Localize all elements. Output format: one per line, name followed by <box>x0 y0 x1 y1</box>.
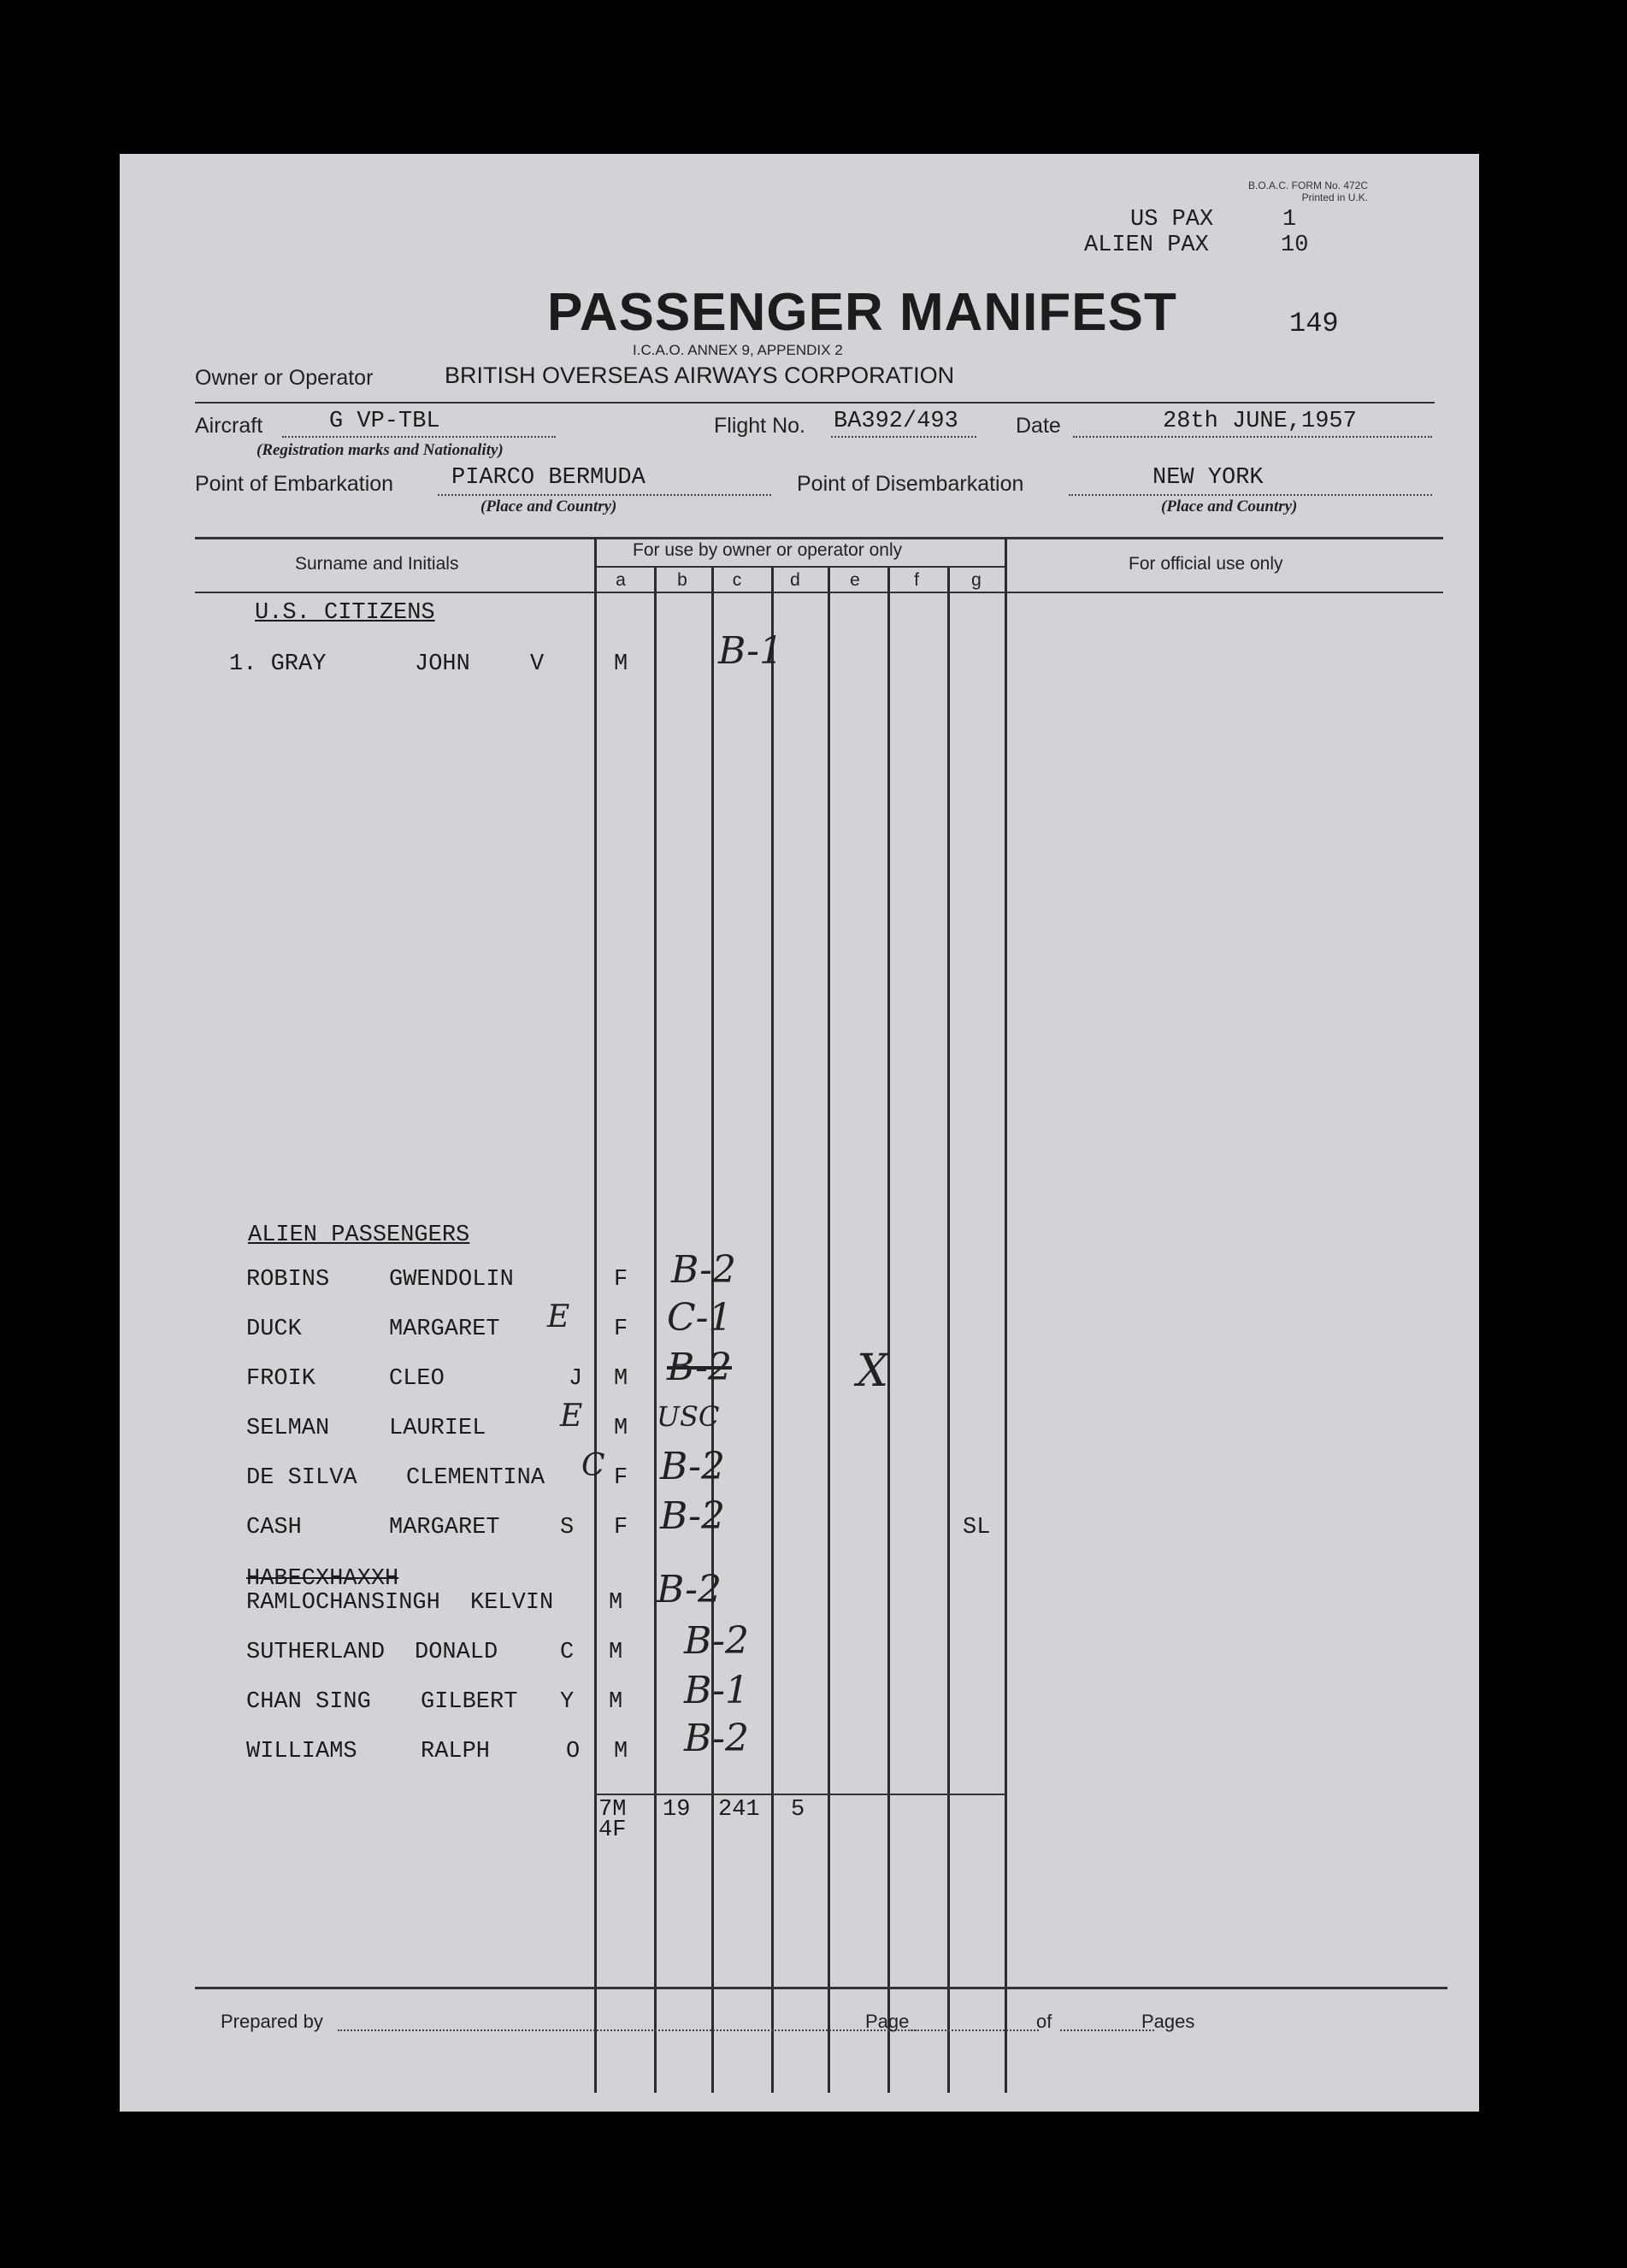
alien-9-mark: B-1 <box>684 1669 750 1712</box>
alien-9-given: GILBERT <box>421 1689 518 1715</box>
alien-4-initial: E <box>560 1399 583 1434</box>
us-row-given: JOHN <box>415 651 470 677</box>
alien-9-surname: CHAN SING <box>246 1689 371 1715</box>
us-row-surname: 1. GRAY <box>229 651 327 677</box>
alien-2-initial: E <box>547 1299 570 1334</box>
alien-8-initial: C <box>560 1640 575 1665</box>
us-row-sex: M <box>614 651 628 677</box>
alien-4-mark: USC <box>657 1400 720 1433</box>
alien-6-initial: S <box>560 1515 575 1540</box>
page-subtitle: I.C.A.O. ANNEX 9, APPENDIX 2 <box>633 342 843 358</box>
column-d: d <box>790 570 800 590</box>
alien-2-surname: DUCK <box>246 1317 302 1342</box>
alien-7-given: KELVIN <box>470 1590 554 1616</box>
alien-10-surname: WILLIAMS <box>246 1739 357 1764</box>
alien-1-given: GWENDOLIN <box>389 1267 514 1293</box>
embarkation-value: PIARCO BERMUDA <box>451 465 645 491</box>
alien-2-sex: F <box>614 1317 628 1342</box>
alien-5-sex: F <box>614 1465 628 1491</box>
column-c: c <box>732 570 742 590</box>
alien-3-official: X <box>857 1346 889 1397</box>
alien-6-mark: B-2 <box>660 1494 726 1538</box>
total-d: 5 <box>791 1797 805 1823</box>
us-row-mark: B-1 <box>718 629 784 673</box>
aircraft-line <box>282 436 556 438</box>
date-value: 28th JUNE,1957 <box>1163 409 1357 434</box>
alien-pax-label: ALIEN PAX <box>1084 233 1209 258</box>
flight-value: BA392/493 <box>834 409 958 434</box>
alien-pax-value: 10 <box>1281 233 1309 258</box>
alien-1-surname: ROBINS <box>246 1267 330 1293</box>
alien-7-surname: RAMLOCHANSINGH <box>246 1590 440 1616</box>
us-pax-value: 1 <box>1282 207 1297 233</box>
alien-10-mark: B-2 <box>684 1717 750 1760</box>
column-b: b <box>677 570 687 590</box>
page-line <box>911 2029 1039 2031</box>
alien-4-sex: M <box>614 1416 628 1441</box>
table-header-rule <box>195 592 1443 593</box>
alien-1-sex: F <box>614 1267 628 1293</box>
page-label: Page <box>865 2011 910 2032</box>
disembarkation-line <box>1069 494 1432 496</box>
alien-3-mark: B-2 <box>667 1346 733 1389</box>
alien-5-surname: DE SILVA <box>246 1465 357 1491</box>
disembarkation-value: NEW YORK <box>1152 465 1264 491</box>
column-official-use: For official use only <box>1129 554 1283 574</box>
alien-2-given: MARGARET <box>389 1317 500 1342</box>
col-line-f <box>887 568 890 2093</box>
form-number-text: B.O.A.C. FORM No. 472C <box>1248 180 1369 191</box>
alien-8-mark: B-2 <box>684 1619 750 1663</box>
alien-5-initial: C <box>581 1448 605 1483</box>
total-c: 241 <box>718 1797 760 1823</box>
col-line-b <box>654 568 657 2093</box>
printed-in-text: Printed in U.K. <box>1301 191 1369 203</box>
column-f: f <box>914 570 919 590</box>
alien-9-sex: M <box>609 1689 623 1715</box>
date-line <box>1073 436 1432 438</box>
embarkation-line <box>438 494 771 496</box>
prepared-by-label: Prepared by <box>221 2011 323 2032</box>
column-e: e <box>850 570 860 590</box>
us-row-initial: V <box>530 651 545 677</box>
alien-8-sex: M <box>609 1640 623 1665</box>
page-number: 149 <box>1289 308 1339 339</box>
disembarkation-label: Point of Disembarkation <box>797 472 1024 496</box>
alien-10-sex: M <box>614 1739 628 1764</box>
embarkation-label: Point of Embarkation <box>195 472 394 496</box>
date-label: Date <box>1016 414 1061 438</box>
table-top-rule <box>195 537 1443 539</box>
aircraft-value: G VP-TBL <box>329 409 440 434</box>
prepared-by-line <box>338 2029 919 2031</box>
flight-label: Flight No. <box>714 414 805 438</box>
pages-label: Pages <box>1141 2011 1195 2032</box>
alien-10-initial: O <box>566 1739 581 1764</box>
alien-10-given: RALPH <box>421 1739 491 1764</box>
column-surname: Surname and Initials <box>295 554 459 574</box>
column-a: a <box>616 570 626 590</box>
alien-4-surname: SELMAN <box>246 1416 330 1441</box>
alien-7-sex: M <box>609 1590 623 1616</box>
col-line-g <box>947 568 950 2093</box>
alien-2-mark: C-1 <box>667 1296 733 1340</box>
us-pax-label: US PAX <box>1130 207 1214 233</box>
alien-7-mark: B-2 <box>657 1568 722 1611</box>
us-citizens-heading: U.S. CITIZENS <box>255 600 435 626</box>
alien-6-surname: CASH <box>246 1515 302 1540</box>
alien-4-given: LAURIEL <box>389 1416 486 1441</box>
col-line-e <box>828 568 830 2093</box>
alien-3-sex: M <box>614 1366 628 1392</box>
alien-8-given: DONALD <box>415 1640 498 1665</box>
embarkation-note: (Place and Country) <box>480 498 617 515</box>
alien-3-initial: J <box>569 1366 583 1392</box>
footer-rule <box>195 1987 1447 1989</box>
struck-heading: HABECXHAXXH <box>246 1566 399 1592</box>
flight-line <box>831 436 976 438</box>
alien-passengers-heading: ALIEN PASSENGERS <box>248 1222 470 1248</box>
operator-value: BRITISH OVERSEAS AIRWAYS CORPORATION <box>445 362 955 388</box>
page-title: PASSENGER MANIFEST <box>547 283 1177 342</box>
column-g: g <box>971 570 982 590</box>
column-owner-use: For use by owner or operator only <box>633 540 903 560</box>
alien-6-col-g: SL <box>963 1515 991 1540</box>
alien-3-surname: FROIK <box>246 1366 316 1392</box>
pages-line <box>1060 2029 1154 2031</box>
alien-6-given: MARGARET <box>389 1515 500 1540</box>
alien-6-sex: F <box>614 1515 628 1540</box>
disembarkation-note: (Place and Country) <box>1161 498 1298 515</box>
rule-top <box>195 402 1435 404</box>
col-line-a <box>594 537 597 2093</box>
alien-1-mark: B-2 <box>671 1248 737 1292</box>
total-female: 4F <box>598 1817 627 1843</box>
form-number <box>1248 180 1368 203</box>
alien-9-initial: Y <box>560 1689 575 1715</box>
aircraft-note: (Registration marks and Nationality) <box>256 441 504 459</box>
manifest-sheet <box>120 154 1479 2112</box>
aircraft-label: Aircraft <box>195 414 263 438</box>
operator-label: Owner or Operator <box>195 366 374 390</box>
alien-5-mark: B-2 <box>660 1445 726 1488</box>
col-line-official <box>1005 537 1007 2093</box>
total-male: 7M <box>598 1797 627 1823</box>
alien-8-surname: SUTHERLAND <box>246 1640 386 1665</box>
totals-rule <box>594 1794 1007 1795</box>
col-line-d <box>771 568 774 2093</box>
alien-3-given: CLEO <box>389 1366 445 1392</box>
total-b: 19 <box>663 1797 691 1823</box>
alien-5-given: CLEMENTINA <box>406 1465 545 1491</box>
of-label: of <box>1036 2011 1052 2032</box>
